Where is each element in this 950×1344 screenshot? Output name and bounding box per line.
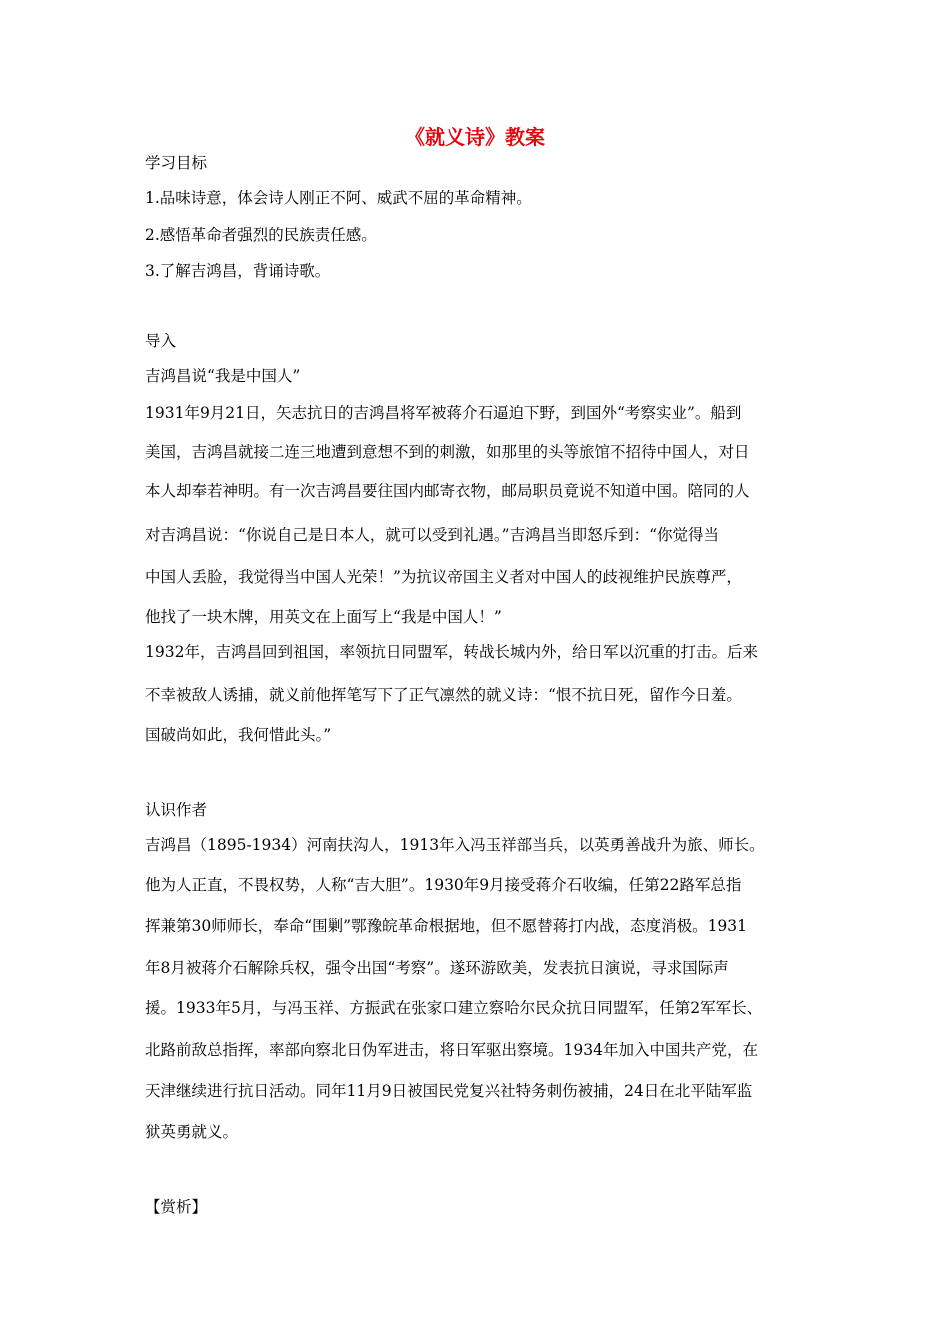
author-paragraph-line: 天津继续进行抗日活动。同年11月9日被国民党复兴社特务刺伤被捕，24日在北平陆军监: [145, 1082, 753, 1100]
intro-subheading: 吉鸿昌说“我是中国人”: [145, 367, 301, 385]
author-paragraph-line: 狱英勇就义。: [145, 1123, 239, 1141]
author-heading: 认识作者: [145, 801, 208, 819]
intro-heading: 导入: [145, 332, 177, 350]
author-paragraph-line: 年8月被蒋介石解除兵权，强令出国“考察”。遂环游欧美，发表抗日演说，寻求国际声: [145, 959, 729, 977]
intro-paragraph-line: 不幸被敌人诱捕，就义前他挥笔写下了正气凛然的就义诗：“恨不抗日死，留作今日羞。: [145, 686, 742, 704]
author-paragraph-line: 他为人正直，不畏权势，人称“吉大胆”。1930年9月接受蒋介石收编，任第22路军总指: [145, 876, 742, 894]
intro-paragraph-line: 本人却奉若神明。有一次吉鸿昌要往国内邮寄衣物，邮局职员竟说不知道中国。陪同的人: [145, 482, 750, 500]
objective-item-2: 2.感悟革命者强烈的民族责任感。: [145, 226, 377, 244]
intro-paragraph-line: 1931年9月21日，矢志抗日的吉鸿昌将军被蒋介石逼迫下野，到国外“考察实业”。船到: [145, 404, 742, 422]
intro-paragraph-line: 对吉鸿昌说：“你说自己是日本人，就可以受到礼遇。”吉鸿昌当即怒斥到：“你觉得当: [145, 526, 720, 544]
intro-paragraph-line: 国破尚如此，我何惜此头。”: [145, 726, 332, 744]
author-paragraph-line: 北路前敌总指挥，率部向察北日伪军进击，将日军驱出察境。1934年加入中国共产党，在: [145, 1041, 758, 1059]
intro-paragraph-line: 美国，吉鸿昌就接二连三地遭到意想不到的刺激，如那里的头等旅馆不招待中国人，对日: [145, 443, 750, 461]
page-title: 《就义诗》教案: [405, 125, 545, 149]
objectives-heading: 学习目标: [145, 154, 208, 172]
objective-item-3: 3.了解吉鸿昌，背诵诗歌。: [145, 262, 331, 280]
author-paragraph-line: 援。1933年5月，与冯玉祥、方振武在张家口建立察哈尔民众抗日同盟军，任第2军军长、: [145, 999, 763, 1017]
objective-item-1: 1.品味诗意，体会诗人刚正不阿、威武不屈的革命精神。: [145, 189, 532, 207]
intro-paragraph-line: 1932年，吉鸿昌回到祖国，率领抗日同盟军，转战长城内外，给日军以沉重的打击。后来: [145, 643, 758, 661]
author-paragraph-line: 挥兼第30师师长，奉命“围剿”鄂豫皖革命根据地，但不愿替蒋打内战，态度消极。1931: [145, 917, 748, 935]
intro-paragraph-line: 中国人丢脸，我觉得当中国人光荣！”为抗议帝国主义者对中国人的歧视维护民族尊严，: [145, 568, 742, 586]
intro-paragraph-line: 他找了一块木牌，用英文在上面写上“我是中国人！”: [145, 608, 502, 626]
appreciation-heading: 【赏析】: [145, 1198, 208, 1216]
author-paragraph-line: 吉鸿昌（1895-1934）河南扶沟人，1913年入冯玉祥部当兵，以英勇善战升为旅、师长。: [145, 836, 765, 854]
